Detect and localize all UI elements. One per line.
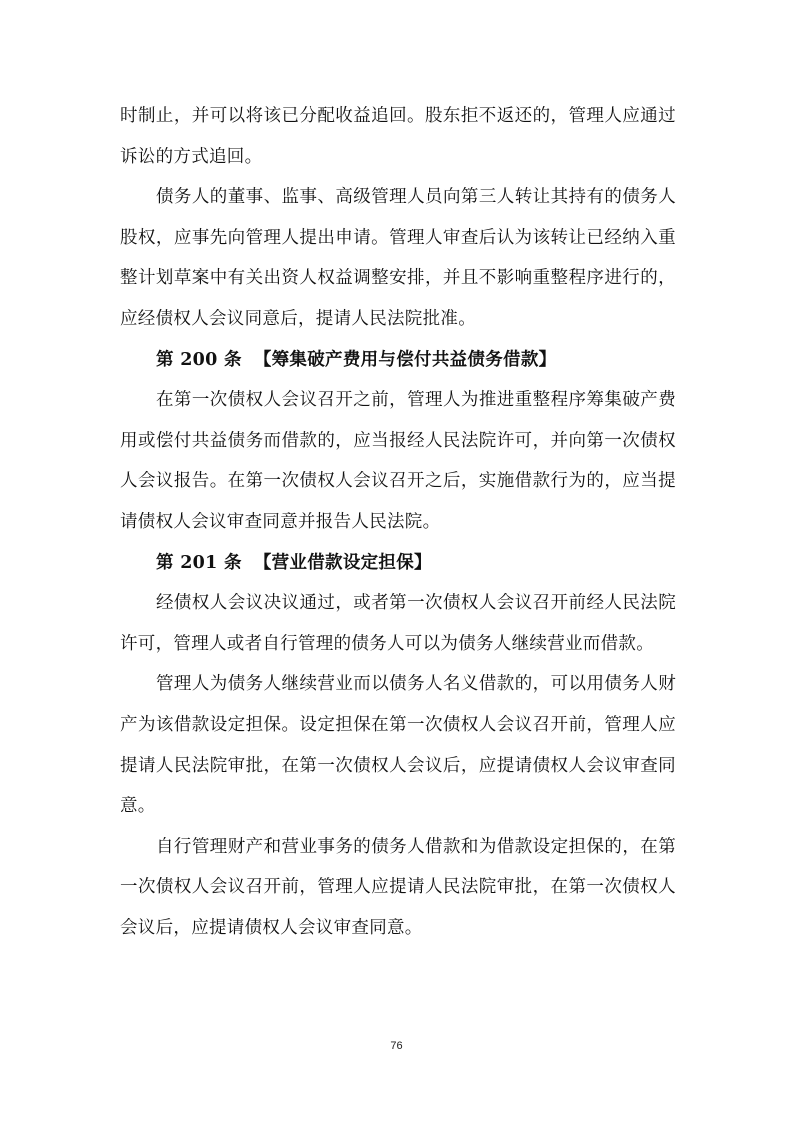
article-201-heading <box>120 543 676 584</box>
page-number: 76 <box>390 1040 403 1052</box>
document-body <box>120 96 676 948</box>
paragraph-article-201-body-3: 自行管理财产和营业事务的债务人借款和为借款设定担保的，在第一次债权人会议召开前，管理人应提请人民法院审批，在第一次债权人会议后，应提请债权人会议审查同意。 <box>120 836 676 938</box>
paragraph-article-201-body-2: 管理人为债务人继续营业而以债务人名义借款的，可以用债务人财产为该借款设定担保。设定担保在第一次债权人会议召开前，管理人应提请人民法院审批，在第一次债权人会议后，应提请债权人会议审查同意。 <box>120 674 676 817</box>
paragraph-share-transfer: 债务人的董事、监事、高级管理人员向第三人转让其持有的债务人股权，应事先向管理人提出申请。管理人审查后认为该转让已经纳入重整计划草案中有关出资人权益调整安排，并且不影响重整程序进行的，应经债权人会议同意后，提请人民法院批准。 <box>120 187 676 329</box>
paragraph-continuation: 时制止，并可以将该已分配收益追回。股东拒不返还的，管理人应通过诉讼的方式追回。 <box>120 106 676 167</box>
article-201-number: 第 201 条 <box>156 552 242 573</box>
article-200-heading <box>120 340 676 381</box>
article-200-number: 第 200 条 <box>156 349 242 370</box>
paragraph-article-201-body-1: 经债权人会议决议通过，或者第一次债权人会议召开前经人民法院许可，管理人或者自行管理的债务人可以为债务人继续营业而借款。 <box>120 593 676 654</box>
article-201-title: 【营业借款设定担保】 <box>253 552 432 573</box>
article-200-title: 【筹集破产费用与偿付共益债务借款】 <box>253 349 557 370</box>
paragraph-article-200-body: 在第一次债权人会议召开之前，管理人为推进重整程序筹集破产费用或偿付共益债务而借款的，应当报经人民法院许可，并向第一次债权人会议报告。在第一次债权人会议召开之后，实施借款行为的，应当提请债权人会议审查同意并报告人民法院。 <box>120 390 676 532</box>
